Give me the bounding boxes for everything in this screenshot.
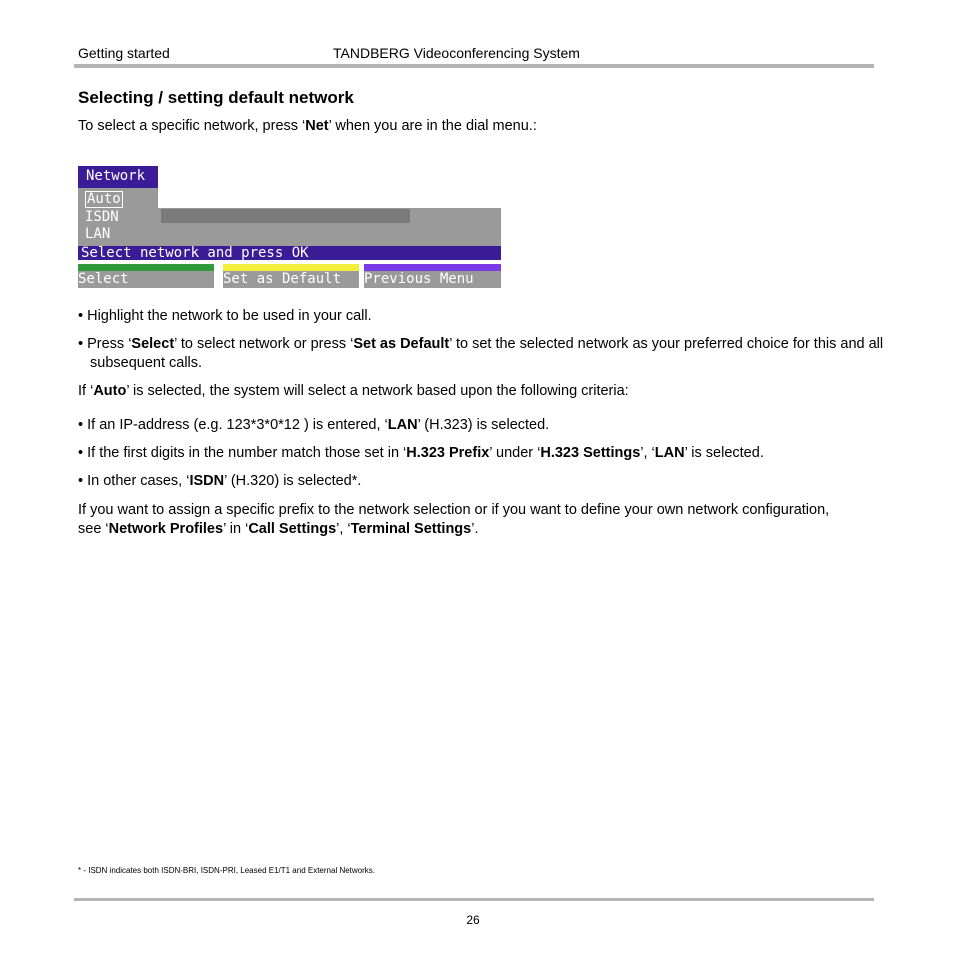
network-list (78, 188, 158, 246)
criteria-other: • In other cases, ‘ISDN’ (H.320) is selected*. (78, 473, 362, 489)
header-rule (74, 64, 874, 68)
footer-rule (74, 898, 874, 901)
previous-menu-button[interactable] (364, 264, 501, 288)
menu-prompt-bar: Select network and press OK (78, 246, 501, 260)
criteria-ip: • If an IP-address (e.g. 123*3*0*12 ) is entered, ‘LAN’ (H.323) is selected. (78, 417, 550, 433)
bullet-press-select: • Press ‘Select’ to select network or press ‘Set as Default’ to set the selected network as your preferred choice for this and all subsequent calls. (78, 336, 884, 371)
header-document-title: TANDBERG Videoconferencing System (333, 45, 580, 61)
set-default-button[interactable] (223, 264, 359, 288)
section-title: Selecting / setting default network (78, 88, 354, 107)
set-default-button-label: Set as Default (223, 271, 342, 287)
select-button[interactable] (78, 264, 214, 288)
select-color-key (78, 264, 214, 271)
criteria-prefix: • If the first digits in the number match those set in ‘H.323 Prefix’ under ‘H.323 Settings’, ‘LAN’ is selected. (78, 445, 764, 461)
menu-panel-bar (161, 209, 410, 223)
intro-paragraph: To select a specific network, press ‘Net’ when you are in the dial menu.: (78, 118, 537, 134)
set-default-color-key (223, 264, 359, 271)
previous-menu-color-key (364, 264, 501, 271)
network-option-lan[interactable]: LAN (85, 226, 111, 242)
bullet-highlight: • Highlight the network to be used in your call. (78, 308, 372, 324)
select-button-label: Select (78, 271, 129, 287)
network-option-isdn[interactable]: ISDN (85, 209, 119, 225)
network-menu-screenshot (78, 166, 501, 288)
footnote: * - ISDN indicates both ISDN-BRI, ISDN-PRI, Leased E1/T1 and External Networks. (78, 866, 376, 875)
previous-menu-button-label: Previous Menu (364, 271, 474, 287)
network-option-auto[interactable]: Auto (87, 191, 121, 207)
network-menu-title: Network (78, 166, 158, 188)
header-section-label: Getting started (78, 45, 170, 61)
page-number: 26 (466, 913, 480, 927)
auto-paragraph: If ‘Auto’ is selected, the system will select a network based upon the following criteria: (78, 383, 629, 399)
profiles-paragraph: If you want to assign a specific prefix to the network selection or if you want to define your own network configuration, see ‘Network Profiles’ in ‘Call Settings’, ‘Terminal Settings’. (78, 502, 830, 537)
